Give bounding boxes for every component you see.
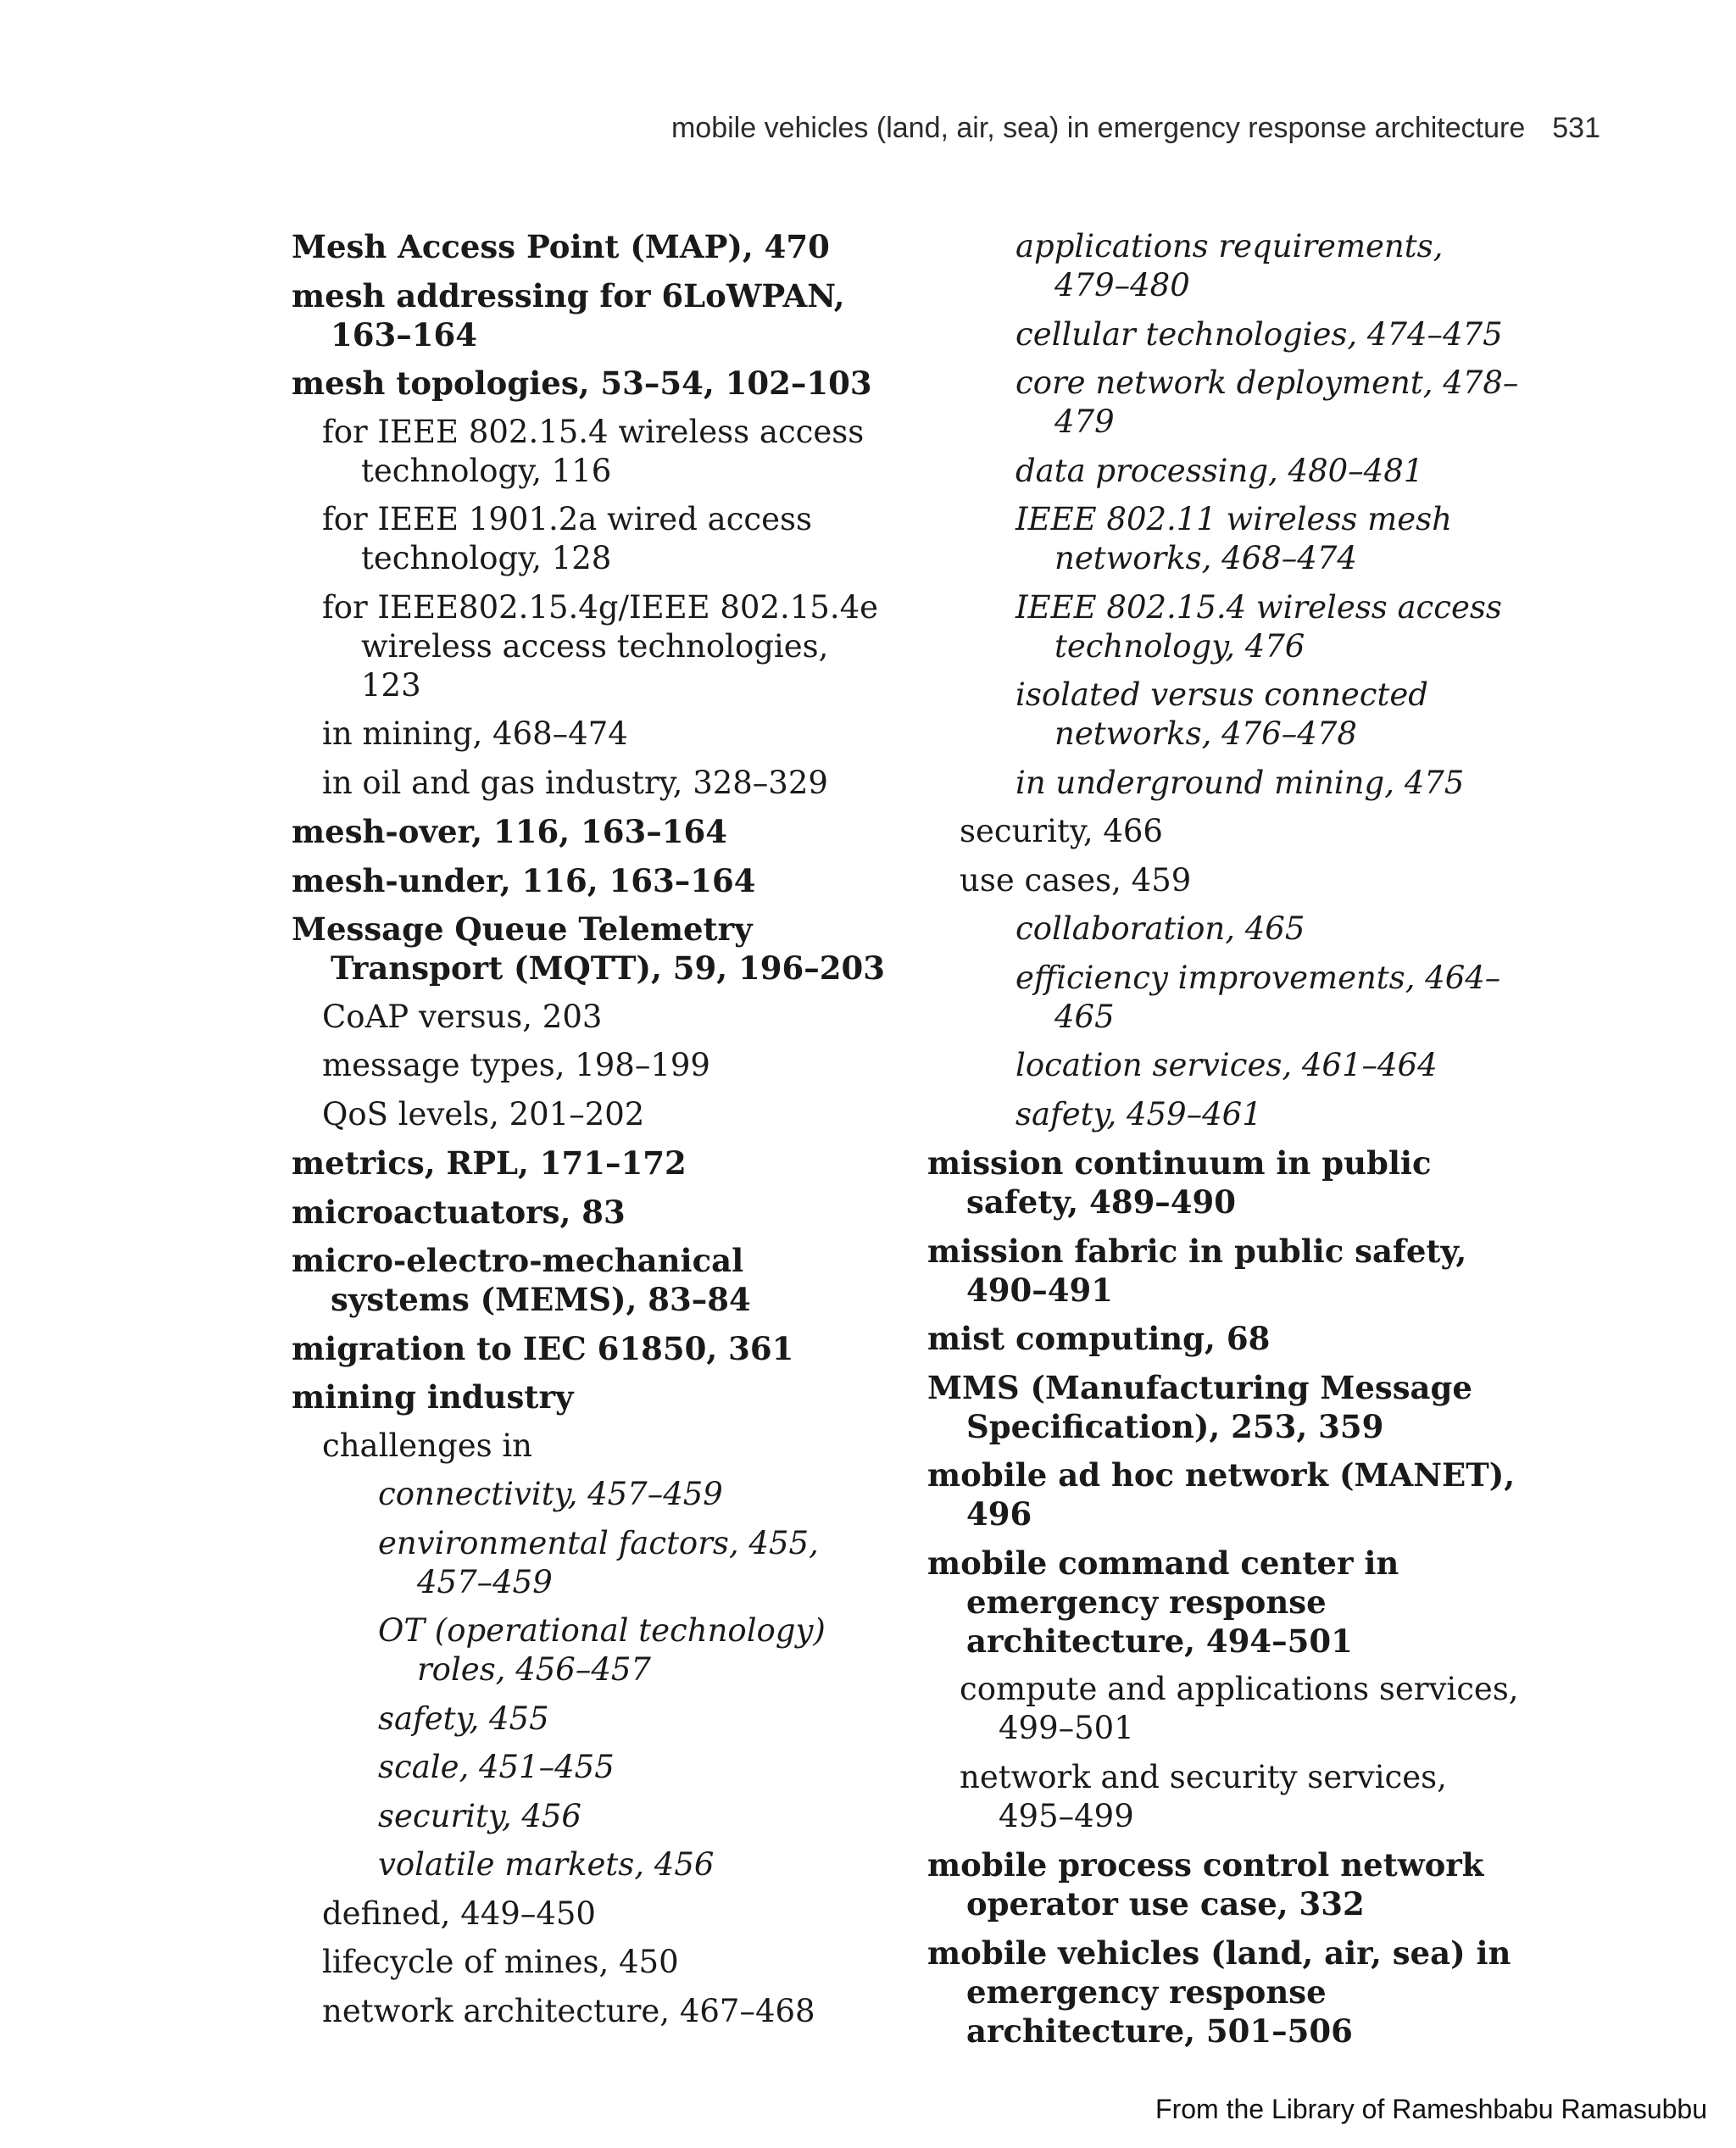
index-entry: Message Queue Telemetry Transport (MQTT), 59, 196–203: [292, 910, 885, 987]
index-entry: mission fabric in public safety, 490–491: [927, 1232, 1467, 1309]
index-column-right: [927, 227, 1521, 2060]
index-entry: mobile ad hoc network (MANET), 496: [927, 1456, 1516, 1533]
index-entry: micro-electro-mechanical systems (MEMS), 83–84: [292, 1242, 751, 1318]
index-entry: mission continuum in public safety, 489–490: [927, 1144, 1432, 1221]
index-subentry: use cases, 459: [960, 861, 1192, 899]
index-subsubentry: applications requirements, 479–480: [1015, 228, 1444, 303]
index-entry: MMS (Manufacturing Message Specification), 253, 359: [927, 1368, 1472, 1445]
index-subsubentry: location services, 461–464: [1015, 1047, 1438, 1083]
index-subentry: for IEEE 1901.2a wired access technology, 128: [322, 501, 813, 576]
index-subsubentry: environmental factors, 455, 457–459: [378, 1524, 819, 1600]
index-subsubentry: in underground mining, 475: [1015, 764, 1465, 801]
index-entry: mist computing, 68: [927, 1320, 1271, 1357]
index-subsubentry: isolated versus connected networks, 476–478: [1015, 676, 1428, 752]
index-subentry: QoS levels, 201–202: [322, 1095, 645, 1132]
index-entry: mesh-over, 116, 163–164: [292, 813, 728, 850]
index-entry: mesh addressing for 6LoWPAN, 163–164: [292, 276, 845, 353]
running-header: [671, 112, 1600, 145]
index-subentry: compute and applications services, 499–501: [960, 1671, 1519, 1746]
index-entry: migration to IEC 61850, 361: [292, 1329, 794, 1367]
index-subentry: network architecture, 467–468: [322, 1992, 815, 2029]
index-subentry: lifecycle of mines, 450: [322, 1944, 679, 1980]
index-subentry: in mining, 468–474: [322, 715, 628, 752]
index-subsubentry: data processing, 480–481: [1015, 452, 1424, 489]
index-subsubentry: IEEE 802.11 wireless mesh networks, 468–474: [1015, 501, 1452, 576]
index-subsubentry: connectivity, 457–459: [378, 1476, 723, 1512]
index-entry: mining industry: [292, 1378, 574, 1416]
index-subsubentry: safety, 455: [378, 1700, 549, 1737]
library-footer: From the Library of Rameshbabu Ramasubbu: [1155, 2094, 1707, 2124]
index-subentry: network and security services, 495–499: [960, 1758, 1447, 1834]
index-subentry: in oil and gas industry, 328–329: [322, 764, 828, 801]
index-subsubentry: volatile markets, 456: [378, 1846, 715, 1883]
index-subentry: security, 466: [960, 813, 1163, 849]
index-subsubentry: IEEE 802.15.4 wireless access technology, 476: [1015, 588, 1502, 665]
index-subsubentry: collaboration, 465: [1015, 910, 1305, 947]
index-subentry: for IEEE802.15.4g/IEEE 802.15.4e wireless access technologies, 123: [322, 588, 879, 704]
index-subentry: defined, 449–450: [322, 1895, 596, 1932]
index-subsubentry: core network deployment, 478–479: [1015, 364, 1519, 440]
page-number: 531: [1552, 112, 1600, 144]
index-entry: mesh topologies, 53–54, 102–103: [292, 364, 872, 402]
index-subentry: for IEEE 802.15.4 wireless access technology, 116: [322, 413, 865, 489]
running-title: mobile vehicles (land, air, sea) in emergency response architecture: [670, 112, 1526, 144]
index-subentry: challenges in: [322, 1427, 532, 1464]
index-subsubentry: scale, 451–455: [378, 1749, 615, 1785]
index-column-left: [292, 227, 885, 2040]
index-entry: mesh-under, 116, 163–164: [292, 861, 756, 899]
index-subsubentry: safety, 459–461: [1015, 1095, 1262, 1132]
index-subsubentry: OT (operational technology) roles, 456–457: [378, 1612, 826, 1688]
index-subsubentry: cellular technologies, 474–475: [1015, 315, 1503, 353]
index-subsubentry: security, 456: [378, 1797, 581, 1834]
index-subsubentry: efficiency improvements, 464–465: [1015, 959, 1501, 1035]
index-entry: mobile vehicles (land, air, sea) in emergency response architecture, 501–506: [927, 1934, 1511, 2050]
index-subentry: message types, 198–199: [322, 1047, 710, 1083]
index-entry: mobile process control network operator use case, 332: [927, 1846, 1484, 1923]
index-entry: microactuators, 83: [292, 1193, 626, 1231]
index-entry: metrics, RPL, 171–172: [292, 1144, 687, 1182]
index-entry: mobile command center in emergency response architecture, 494–501: [927, 1544, 1399, 1660]
index-entry: Mesh Access Point (MAP), 470: [292, 228, 830, 265]
index-subentry: CoAP versus, 203: [322, 998, 603, 1035]
